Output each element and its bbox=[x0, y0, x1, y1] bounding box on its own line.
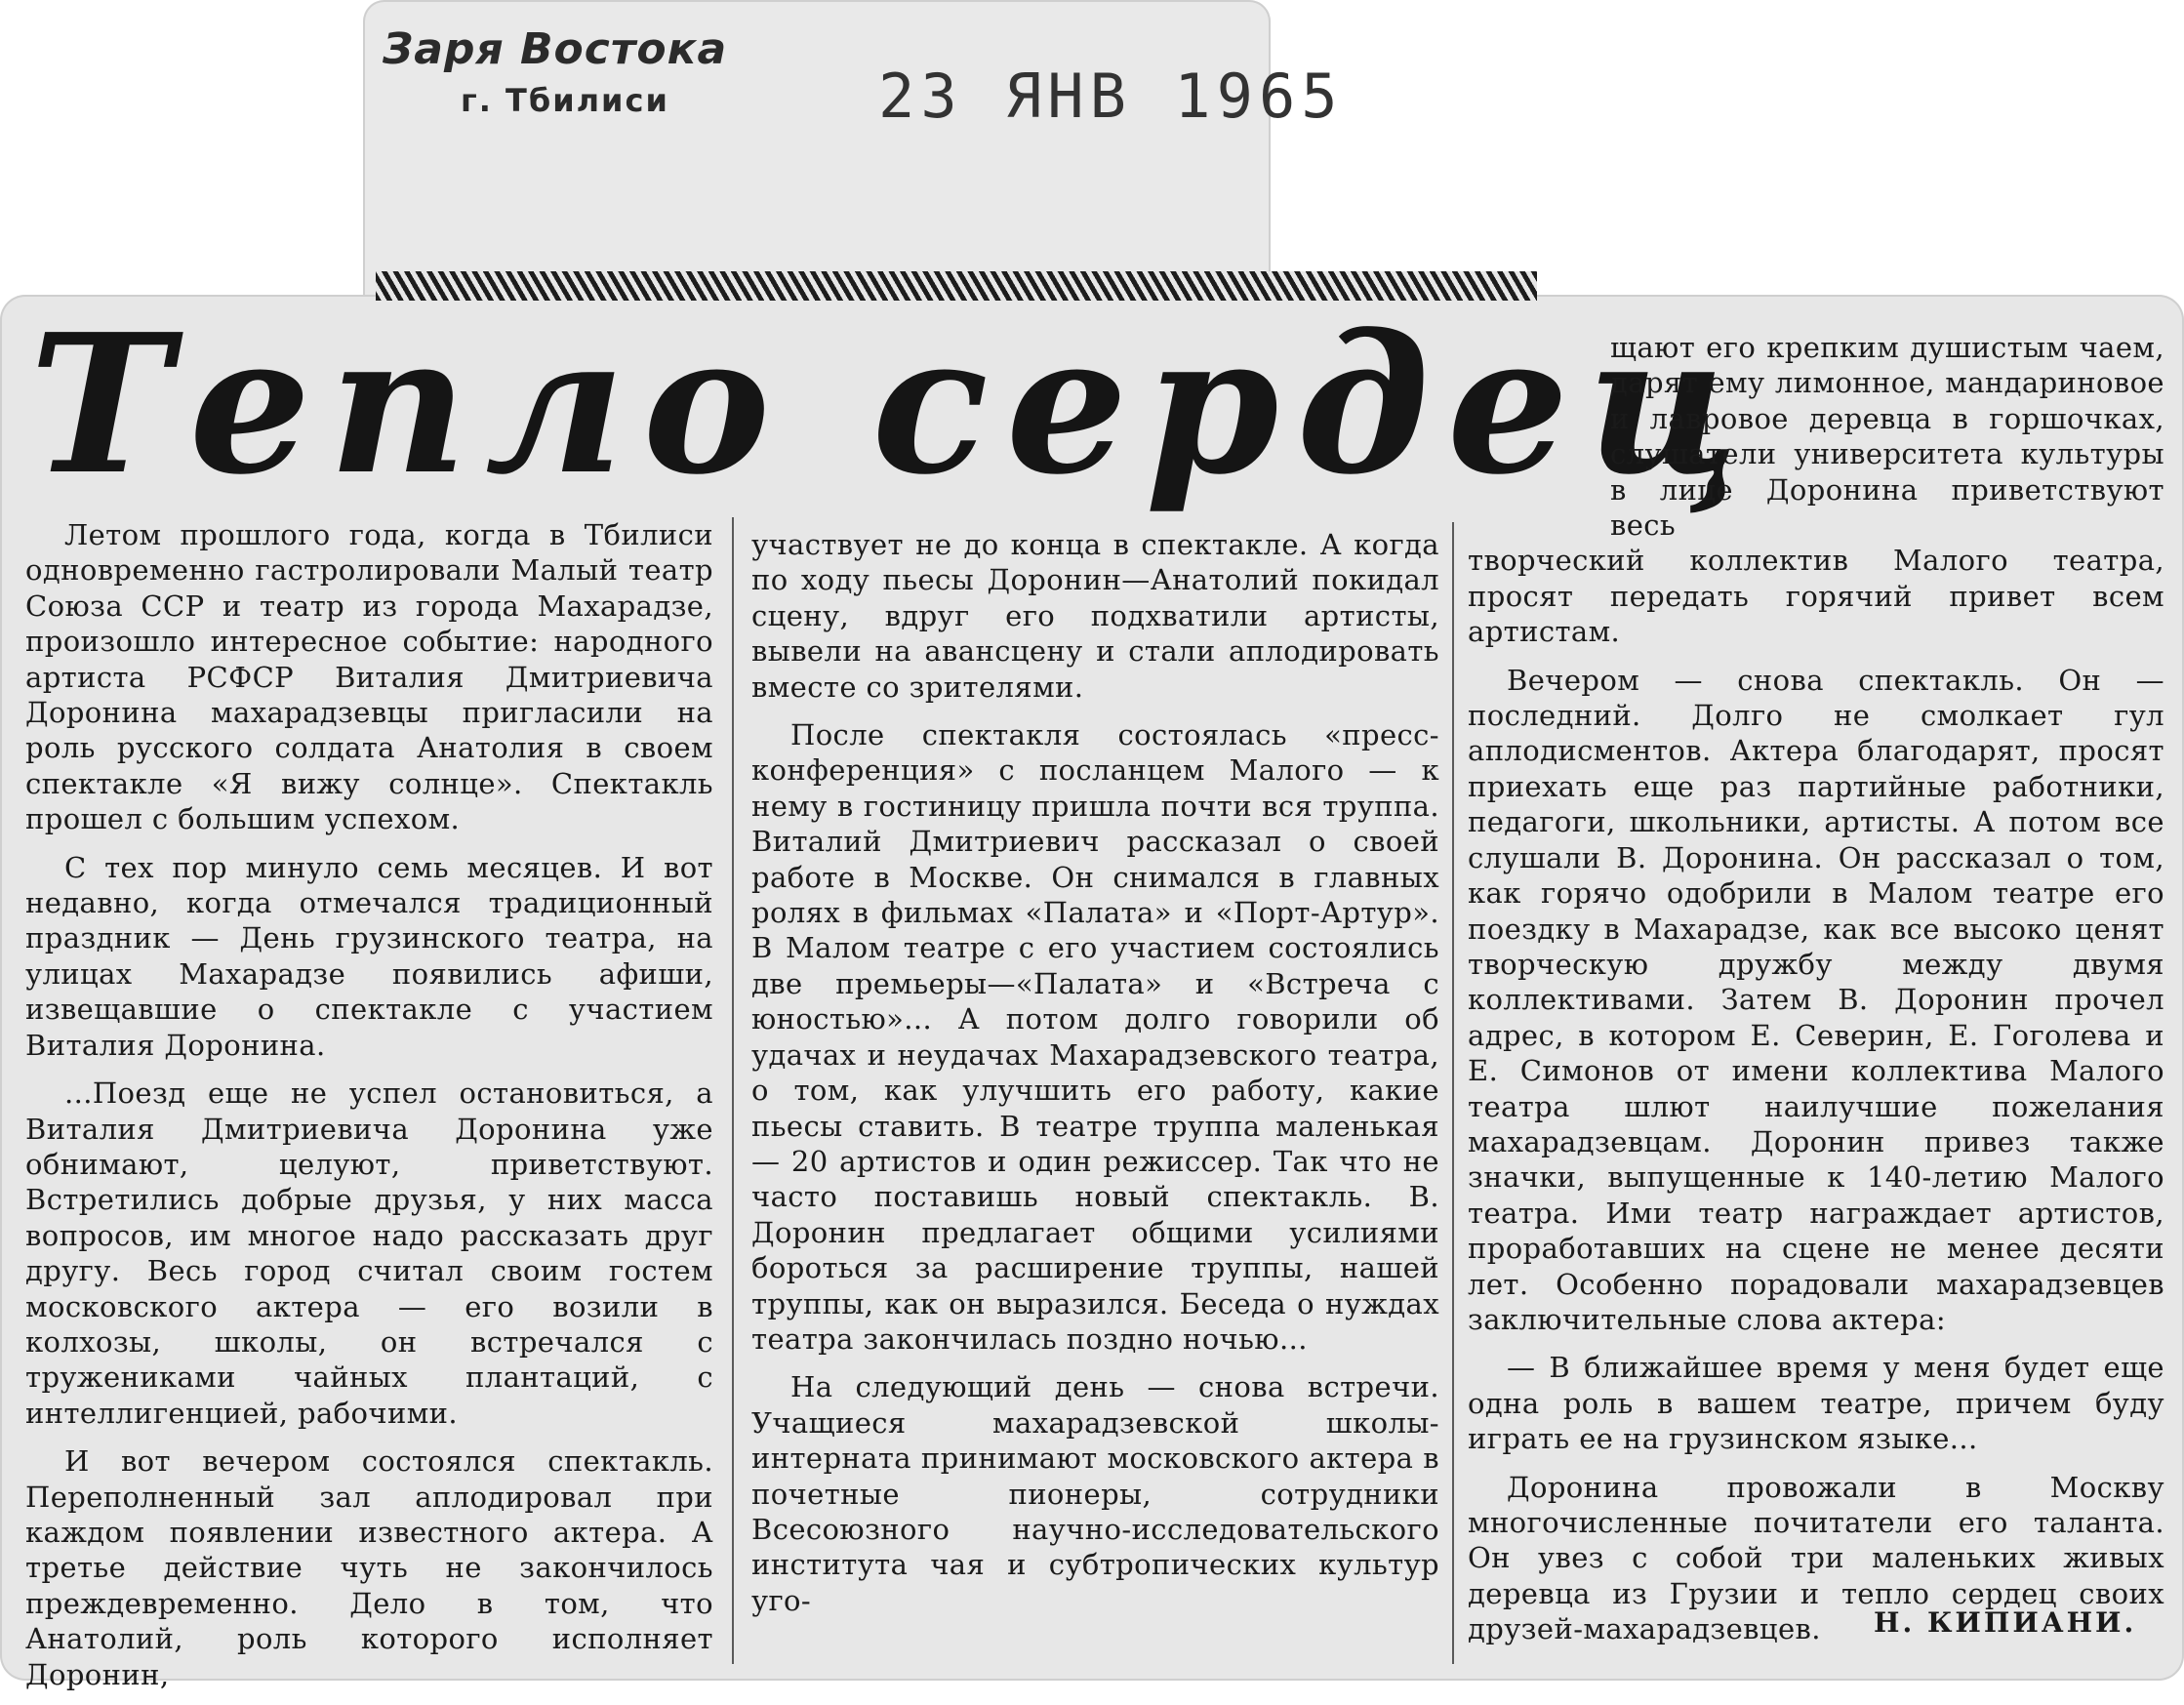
paragraph: Летом прошлого года, когда в Тбилиси одновременно гастролировали Малый театр Союза ССР и театр из города Махарадзе, произошло интересное событие: народного артиста РСФСР Виталия Дмитриевича Доронина махарадзевцы пригласили на роль русского солдата Анатолия в своем спектакле «Я вижу солнце». Спектакль прошел с большим успехом. bbox=[25, 518, 713, 836]
newspaper-city: г. Тбилиси bbox=[461, 82, 669, 119]
paragraph: После спектакля состоялась «пресс-конференция» с посланцем Малого — к нему в гостиницу пришла почти вся труппа. Виталий Дмитриевич рассказал о своей работе в Москве. Он снимался в главных ролях в фильмах «Палата» и «Порт-Артур». В Малом театре с его участием состоялись две премьеры—«Палата» и «Встреча с юностью»... А потом долго говорили об удачах и неудачах Махарадзевского театра, о том, как улучшить его работу, какие пьесы ставить. В театре труппа маленькая — 20 артистов и один режиссер. Так что не часто поставишь новый спектакль. В. Доронин предлагает общими усилиями бороться за расширение труппы, нашей труппы, как он выразился. Беседа о нуждах театра закончилась поздно ночью... bbox=[751, 718, 1439, 1356]
paragraph: участвует не до конца в спектакле. А когда по ходу пьесы Доронин—Анатолий покидал сцену, вдруг его подхватили артисты, вывели на авансцену и стали аплодировать вместе со зрителями. bbox=[751, 528, 1439, 704]
newspaper-name: Заря Востока bbox=[383, 24, 728, 74]
article-column-3 bbox=[1468, 330, 2164, 1660]
paragraph: Вечером — снова спектакль. Он — последний. Долго не смолкает гул аплодисментов. Актера благодарят, просят приехать еще раз партийные работники, педагоги, школьники, артисты. А потом все слушали В. Доронина. Он рассказал о том, как горячо одобрили в Малом театре его поездку в Махарадзе, как все высоко ценят творческую дружбу между двумя коллективами. Затем В. Доронин прочел адрес, в котором Е. Северин, Е. Гоголева и Е. Симонов от имени коллектива Малого театра шлют наилучшие пожелания махарадзевцам. Доронин привез также значки, выпущенные к 140-летию Малого театра. Ими театр награждает артистов, проработавших на сцене не менее десяти лет. Особенно порадовали махарадзевцев заключительные слова актера: bbox=[1468, 663, 2164, 1336]
paragraph: щают его крепким душистым чаем, дарят ему лимонное, мандариновое и лавровое деревца в горшочках, слушатели университета культуры в лице Доронина приветствуют весь bbox=[1610, 331, 2164, 543]
date-stamp: 23 ЯНВ 1965 bbox=[878, 61, 1344, 132]
paragraph: И вот вечером состоялся спектакль. Переполненный зал аплодировал при каждом появлении известного актера. А третье действие чуть не закончилось преждевременно. Дело в том, что Анатолий, роль которого исполняет Доронин, bbox=[25, 1444, 713, 1691]
article-headline: Тепло сердец bbox=[29, 293, 1758, 517]
article-author: Н. КИПИАНИ. bbox=[1874, 1606, 2137, 1639]
paragraph: ...Поезд еще не успел остановиться, а Виталия Дмитриевича Доронина уже обнимают, целуют, приветствуют. Встретились добрые друзья, у них масса вопросов, им многое надо рассказать друг другу. Весь город считал своим гостем московского актера — его возили в колхозы, школы, он встречался с тружениками чайных плантаций, с интеллигенцией, рабочими. bbox=[25, 1076, 713, 1430]
paragraph: — В ближайшее время у меня будет еще одна роль в вашем театре, причем буду играть ее на грузинском языке... bbox=[1468, 1351, 2164, 1456]
paragraph: На следующий день — снова встречи. Учащиеся махарадзевской школы-интерната принимают московского актера в почетные пионеры, сотрудники Всесоюзного научно-исследовательского института чая и субтропических культур уго- bbox=[751, 1370, 1439, 1617]
paragraph: С тех пор минуло семь месяцев. И вот недавно, когда отмечался традиционный праздник — День грузинского театра, на улицах Махарадзе появились афиши, извещавшие о спектакле с участием Виталия Доронина. bbox=[25, 850, 713, 1062]
paragraph: Доронина провожали в Москву многочисленные почитатели его таланта. Он увез с собой три маленьких живых деревца из Грузии и тепло сердец своих друзей-махарадзевцев. bbox=[1468, 1470, 2164, 1646]
masthead bbox=[383, 25, 734, 119]
article-column-1 bbox=[25, 517, 713, 1705]
column-rule bbox=[732, 517, 734, 1664]
article-column-2 bbox=[751, 527, 1439, 1631]
paragraph: творческий коллектив Малого театра, просят передать горячий привет всем артистам. bbox=[1468, 544, 2164, 649]
column-rule bbox=[1452, 522, 1454, 1664]
